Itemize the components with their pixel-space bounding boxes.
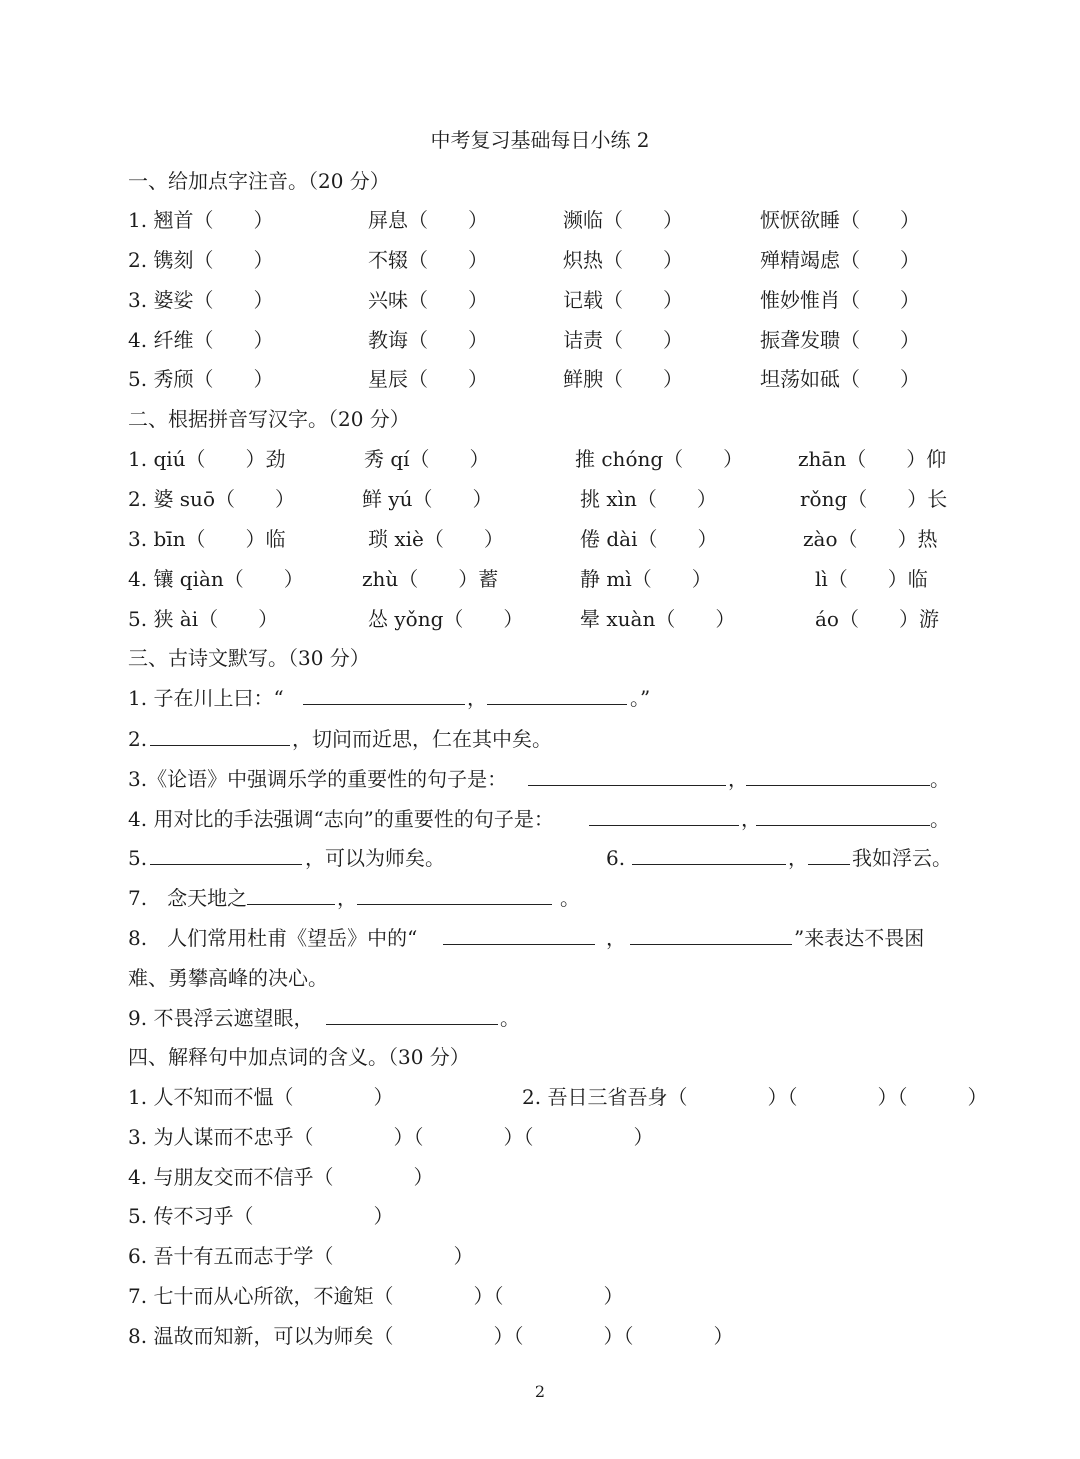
answer-blank[interactable] (589, 799, 739, 826)
sec2-item: áo（ ）游 (815, 607, 939, 631)
sec1-item: 4. 纤维（ ） (128, 328, 274, 352)
sec3-q5-q6: 5. ，可以为师矣。 6. ， 我如浮云。 (0, 838, 1080, 878)
sec1-item: 振聋发聩（ ） (760, 328, 920, 352)
sec2-row-4 (0, 559, 1080, 599)
sec1-row-4 (0, 320, 1080, 360)
sec1-item: 不辍（ ） (368, 248, 488, 272)
sec3-q2: 2. ，切问而近思，仁在其中矣。 (0, 719, 1080, 759)
sec2-item: 3. bīn（ ）临 (128, 527, 286, 551)
sec2-item: 怂 yǒng（ ） (368, 607, 524, 631)
answer-blank[interactable] (756, 799, 930, 826)
sec2-item: 鲜 yú（ ） (362, 487, 493, 511)
sec2-item: zhù（ ）蓄 (362, 567, 499, 591)
answer-blank[interactable] (443, 918, 595, 945)
sec4-q7: 7. 七十而从心所欲，不逾矩（ ）（ ） (128, 1284, 624, 1308)
answer-blank[interactable] (528, 759, 726, 786)
answer-blank[interactable] (150, 719, 290, 746)
sec2-item: 2. 婆 suō（ ） (128, 487, 295, 511)
sec1-item: 惟妙惟肖（ ） (760, 288, 920, 312)
page-title: 中考复习基础每日小练 2 (430, 128, 650, 152)
answer-blank[interactable] (247, 878, 335, 905)
sec3-q7: 7. 念天地之 ， 。 (0, 878, 1080, 918)
sec2-item: 琐 xiè（ ） (368, 527, 504, 551)
sec1-item: 星辰（ ） (368, 367, 488, 391)
sec3-q1: 1. 子在川上曰：“ ， 。” (0, 678, 1080, 718)
sec2-item: 4. 镶 qiàn（ ） (128, 567, 304, 591)
page-number: 2 (534, 1382, 546, 1401)
section-3-heading: 三、古诗文默写。（30 分） (128, 646, 370, 670)
sec2-item: 秀 qí（ ） (364, 447, 490, 471)
answer-blank[interactable] (808, 838, 850, 865)
sec2-item: zào（ ）热 (803, 527, 938, 551)
sec2-row-2 (0, 479, 1080, 519)
sec1-item: 1. 翘首（ ） (128, 208, 274, 232)
sec1-item: 诘责（ ） (563, 328, 683, 352)
sec2-item: 晕 xuàn（ ） (580, 607, 736, 631)
sec1-row-3 (0, 280, 1080, 320)
sec2-item: 静 mì（ ） (580, 567, 712, 591)
sec1-item: 炽热（ ） (563, 248, 683, 272)
section-1-heading: 一、给加点字注音。（20 分） (128, 169, 390, 193)
sec1-item: 鲜腴（ ） (563, 367, 683, 391)
answer-blank[interactable] (150, 838, 302, 865)
sec2-row-3 (0, 519, 1080, 559)
sec2-item: 倦 dài（ ） (580, 527, 718, 551)
sec4-q6: 6. 吾十有五而志于学（ ） (128, 1244, 474, 1268)
sec3-q4: 4. 用对比的手法强调“志向”的重要性的句子是： ， 。 (0, 799, 1080, 839)
sec2-item: zhān（ ）仰 (798, 447, 947, 471)
sec2-item: 1. qiú（ ）劲 (128, 447, 286, 471)
sec1-row-1 (0, 200, 1080, 240)
sec4-q4: 4. 与朋友交而不信乎（ ） (128, 1165, 434, 1189)
sec2-item: rǒng（ ）长 (800, 487, 948, 511)
sec1-item: 3. 婆娑（ ） (128, 288, 274, 312)
sec4-q8: 8. 温故而知新，可以为师矣（ ）（ ）（ ） (128, 1324, 734, 1348)
answer-blank[interactable] (326, 998, 498, 1025)
sec2-item: 推 chóng（ ） (575, 447, 744, 471)
sec1-row-2 (0, 240, 1080, 280)
answer-blank[interactable] (746, 759, 930, 786)
sec1-item: 殚精竭虑（ ） (760, 248, 920, 272)
answer-blank[interactable] (630, 918, 792, 945)
sec4-q5: 5. 传不习乎（ ） (128, 1204, 394, 1228)
sec1-item: 屏息（ ） (368, 208, 488, 232)
sec3-q8-cont: 难、勇攀高峰的决心。 (128, 966, 328, 990)
sec2-row-1 (0, 439, 1080, 479)
answer-blank[interactable] (632, 838, 786, 865)
sec2-item: lì（ ）临 (815, 567, 928, 591)
sec3-q9: 9. 不畏浮云遮望眼， 。 (0, 998, 1080, 1038)
sec1-item: 教诲（ ） (368, 328, 488, 352)
sec1-item: 坦荡如砥（ ） (760, 367, 920, 391)
sec1-item: 5. 秀颀（ ） (128, 367, 274, 391)
sec4-q1-q2: 1. 人不知而不愠（ ） 2. 吾日三省吾身（ ）（ ）（ ） (128, 1085, 988, 1109)
sec1-item: 兴味（ ） (368, 288, 488, 312)
sec3-q3: 3.《论语》中强调乐学的重要性的句子是： ， 。 (0, 759, 1080, 799)
answer-blank[interactable] (303, 678, 465, 705)
answer-blank[interactable] (487, 678, 627, 705)
sec1-item: 濒临（ ） (563, 208, 683, 232)
section-2-heading: 二、根据拼音写汉字。（20 分） (128, 407, 410, 431)
sec1-row-5 (0, 359, 1080, 399)
sec2-item: 5. 狭 ài（ ） (128, 607, 279, 631)
sec1-item: 2. 镌刻（ ） (128, 248, 274, 272)
sec3-q8: 8. 人们常用杜甫《望岳》中的“ ， ”来表达不畏困 (0, 918, 1080, 958)
sec2-item: 挑 xìn（ ） (580, 487, 717, 511)
answer-blank[interactable] (357, 878, 552, 905)
sec1-item: 恹恹欲睡（ ） (760, 208, 920, 232)
sec4-q3: 3. 为人谋而不忠乎（ ）（ ）（ ） (128, 1125, 654, 1149)
sec1-item: 记载（ ） (563, 288, 683, 312)
sec2-row-5 (0, 599, 1080, 639)
section-4-heading: 四、解释句中加点词的含义。（30 分） (128, 1045, 470, 1069)
